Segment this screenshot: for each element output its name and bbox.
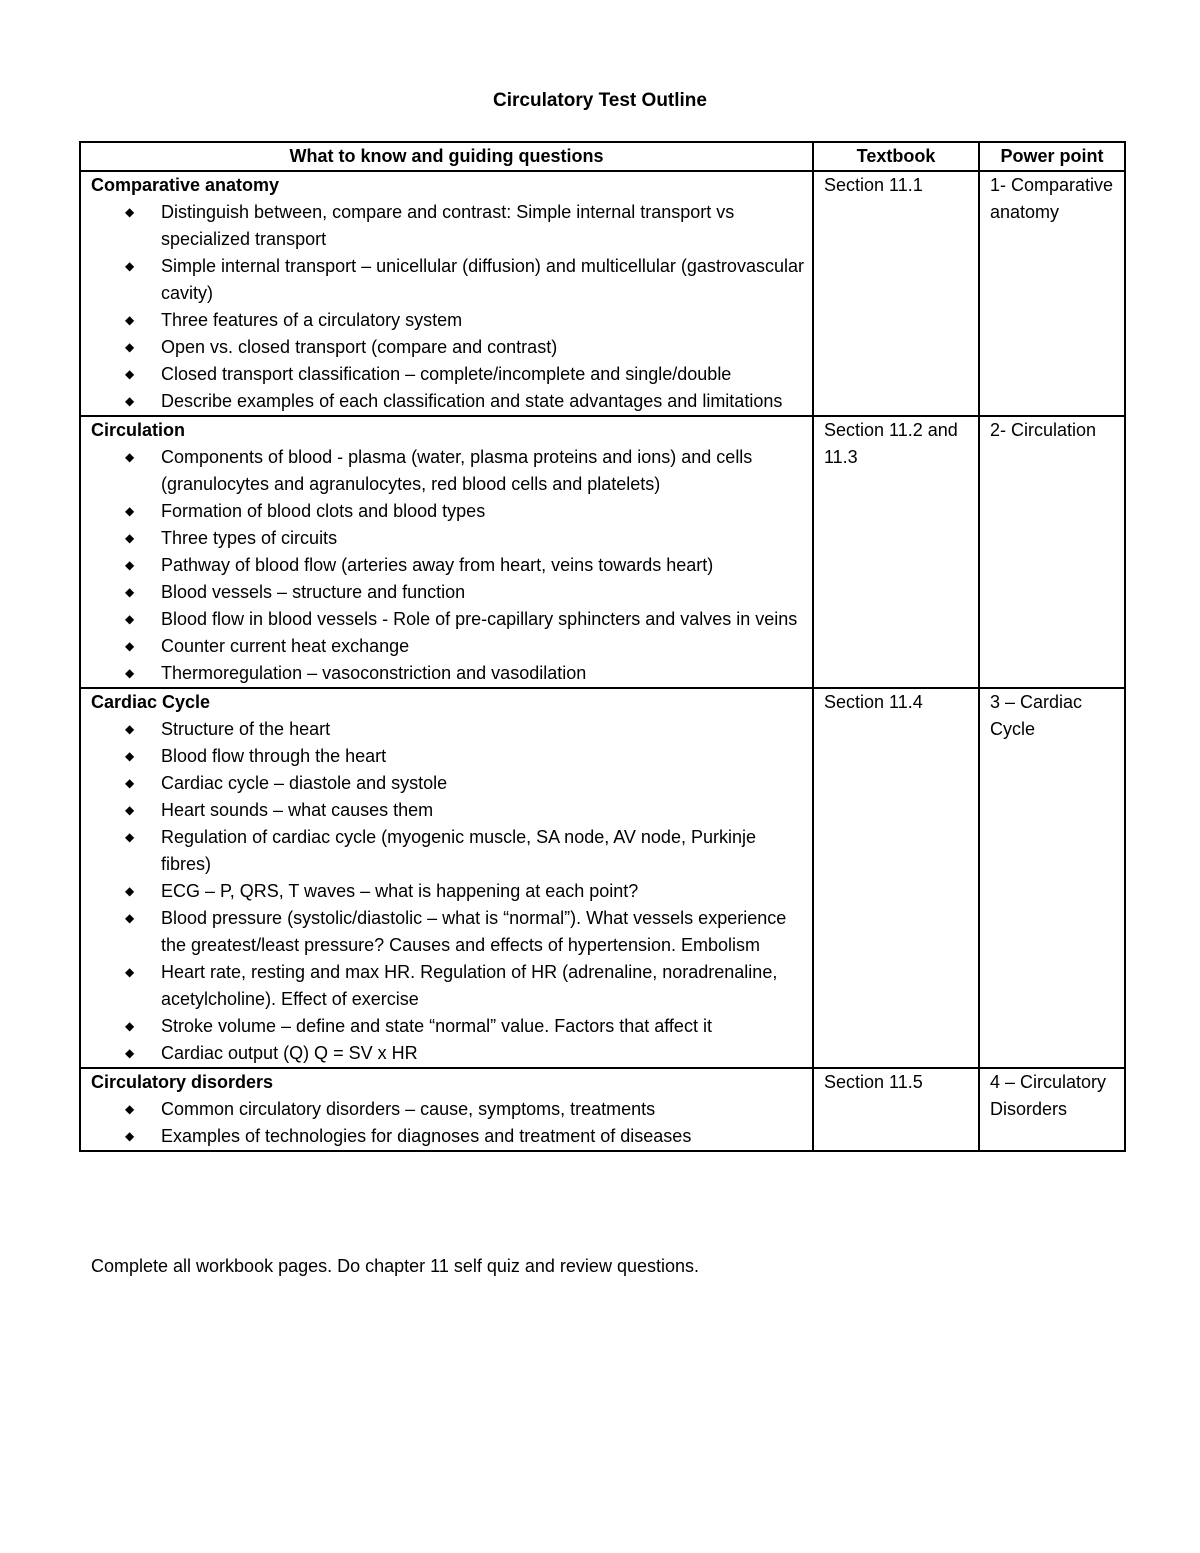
diamond-bullet-icon: ◆ [125, 965, 135, 979]
section-title: Comparative anatomy [91, 175, 280, 195]
header-main: What to know and guiding questions [80, 142, 813, 171]
diamond-bullet-icon: ◆ [125, 776, 135, 790]
list-item [91, 525, 804, 552]
diamond-bullet-icon: ◆ [125, 1102, 135, 1116]
list-item-text: Three features of a circulatory system [161, 310, 463, 330]
textbook-cell: Section 11.5 [813, 1068, 979, 1151]
table-row [80, 1068, 1125, 1151]
list-item [91, 743, 804, 770]
textbook-cell: Section 11.1 [813, 171, 979, 416]
header-powerpoint: Power point [979, 142, 1125, 171]
list-item [91, 905, 804, 959]
table-row [80, 688, 1125, 1068]
list-item [91, 1123, 804, 1150]
powerpoint-cell: 4 – Circulatory Disorders [979, 1068, 1125, 1151]
diamond-bullet-icon: ◆ [125, 1019, 135, 1033]
list-item [91, 1013, 804, 1040]
list-item-text: Examples of technologies for diagnoses and treatment of diseases [161, 1126, 692, 1146]
list-item-text: Heart rate, resting and max HR. Regulation of HR (adrenaline, noradrenaline, acetylcholine). Effect of exercise [161, 962, 778, 1009]
list-item [91, 253, 804, 307]
list-item [91, 633, 804, 660]
diamond-bullet-icon: ◆ [125, 205, 135, 219]
diamond-bullet-icon: ◆ [125, 1129, 135, 1143]
diamond-bullet-icon: ◆ [125, 749, 135, 763]
list-item-text: Components of blood - plasma (water, plasma proteins and ions) and cells (granulocytes and agranulocytes, red blood cells and platelets) [161, 447, 753, 494]
list-item-text: Formation of blood clots and blood types [161, 501, 486, 521]
list-item-text: Pathway of blood flow (arteries away from heart, veins towards heart) [161, 555, 714, 575]
diamond-bullet-icon: ◆ [125, 340, 135, 354]
document-title: Circulatory Test Outline [493, 90, 707, 111]
footer-note: Complete all workbook pages. Do chapter 11 self quiz and review questions. [91, 1256, 700, 1276]
section-title: Circulatory disorders [91, 1072, 274, 1092]
list-item-text: Blood pressure (systolic/diastolic – what is “normal”). What vessels experience the greatest/least pressure? Causes and effects of hypertension. Embolism [161, 908, 787, 955]
topic-cell [80, 1068, 813, 1151]
list-item-text: Stroke volume – define and state “normal” value. Factors that affect it [161, 1016, 712, 1036]
diamond-bullet-icon: ◆ [125, 367, 135, 381]
diamond-bullet-icon: ◆ [125, 558, 135, 572]
diamond-bullet-icon: ◆ [125, 450, 135, 464]
outline-table [79, 141, 1126, 1152]
diamond-bullet-icon: ◆ [125, 612, 135, 626]
list-item [91, 361, 804, 388]
list-item-text: Cardiac cycle – diastole and systole [161, 773, 448, 793]
list-item-text: Structure of the heart [161, 719, 331, 739]
bullet-list [91, 1096, 804, 1150]
list-item [91, 444, 804, 498]
list-item [91, 1096, 804, 1123]
diamond-bullet-icon: ◆ [125, 585, 135, 599]
list-item-text: Open vs. closed transport (compare and contrast) [161, 337, 558, 357]
list-item [91, 716, 804, 743]
bullet-list [91, 716, 804, 1067]
list-item-text: Distinguish between, compare and contrast: Simple internal transport vs specialized transport [161, 202, 735, 249]
table-row [80, 171, 1125, 416]
diamond-bullet-icon: ◆ [125, 313, 135, 327]
list-item-text: Describe examples of each classification and state advantages and limitations [161, 391, 783, 411]
list-item-text: Regulation of cardiac cycle (myogenic muscle, SA node, AV node, Purkinje fibres) [161, 827, 756, 874]
list-item [91, 824, 804, 878]
powerpoint-cell: 3 – Cardiac Cycle [979, 688, 1125, 1068]
table-row [80, 416, 1125, 688]
textbook-cell: Section 11.4 [813, 688, 979, 1068]
diamond-bullet-icon: ◆ [125, 504, 135, 518]
diamond-bullet-icon: ◆ [125, 666, 135, 680]
section-title: Cardiac Cycle [91, 692, 211, 712]
list-item [91, 552, 804, 579]
list-item [91, 579, 804, 606]
diamond-bullet-icon: ◆ [125, 1046, 135, 1060]
textbook-cell: Section 11.2 and 11.3 [813, 416, 979, 688]
list-item [91, 199, 804, 253]
list-item-text: Simple internal transport – unicellular (diffusion) and multicellular (gastrovascular cavity) [161, 256, 804, 303]
powerpoint-cell: 2- Circulation [979, 416, 1125, 688]
table-header-row [80, 142, 1125, 171]
list-item-text: Blood flow through the heart [161, 746, 387, 766]
diamond-bullet-icon: ◆ [125, 722, 135, 736]
diamond-bullet-icon: ◆ [125, 911, 135, 925]
list-item-text: Heart sounds – what causes them [161, 800, 434, 820]
list-item [91, 498, 804, 525]
list-item [91, 878, 804, 905]
list-item [91, 660, 804, 687]
header-textbook: Textbook [813, 142, 979, 171]
bullet-list [91, 444, 804, 687]
list-item-text: ECG – P, QRS, T waves – what is happening at each point? [161, 881, 639, 901]
diamond-bullet-icon: ◆ [125, 531, 135, 545]
list-item [91, 334, 804, 361]
list-item [91, 797, 804, 824]
diamond-bullet-icon: ◆ [125, 884, 135, 898]
diamond-bullet-icon: ◆ [125, 803, 135, 817]
topic-cell [80, 171, 813, 416]
diamond-bullet-icon: ◆ [125, 259, 135, 273]
list-item [91, 959, 804, 1013]
list-item-text: Three types of circuits [161, 528, 338, 548]
bullet-list [91, 199, 804, 415]
list-item-text: Closed transport classification – complete/incomplete and single/double [161, 364, 732, 384]
section-title: Circulation [91, 420, 186, 440]
outline-body [80, 171, 1125, 1151]
list-item-text: Counter current heat exchange [161, 636, 410, 656]
list-item-text: Cardiac output (Q) Q = SV x HR [161, 1043, 418, 1063]
topic-cell [80, 416, 813, 688]
list-item-text: Blood flow in blood vessels - Role of pre-capillary sphincters and valves in veins [161, 609, 798, 629]
diamond-bullet-icon: ◆ [125, 394, 135, 408]
topic-cell [80, 688, 813, 1068]
list-item [91, 770, 804, 797]
diamond-bullet-icon: ◆ [125, 830, 135, 844]
list-item [91, 307, 804, 334]
diamond-bullet-icon: ◆ [125, 639, 135, 653]
list-item-text: Common circulatory disorders – cause, symptoms, treatments [161, 1099, 656, 1119]
list-item [91, 606, 804, 633]
list-item-text: Thermoregulation – vasoconstriction and vasodilation [161, 663, 587, 683]
powerpoint-cell: 1- Comparative anatomy [979, 171, 1125, 416]
list-item-text: Blood vessels – structure and function [161, 582, 466, 602]
list-item [91, 388, 804, 415]
list-item [91, 1040, 804, 1067]
